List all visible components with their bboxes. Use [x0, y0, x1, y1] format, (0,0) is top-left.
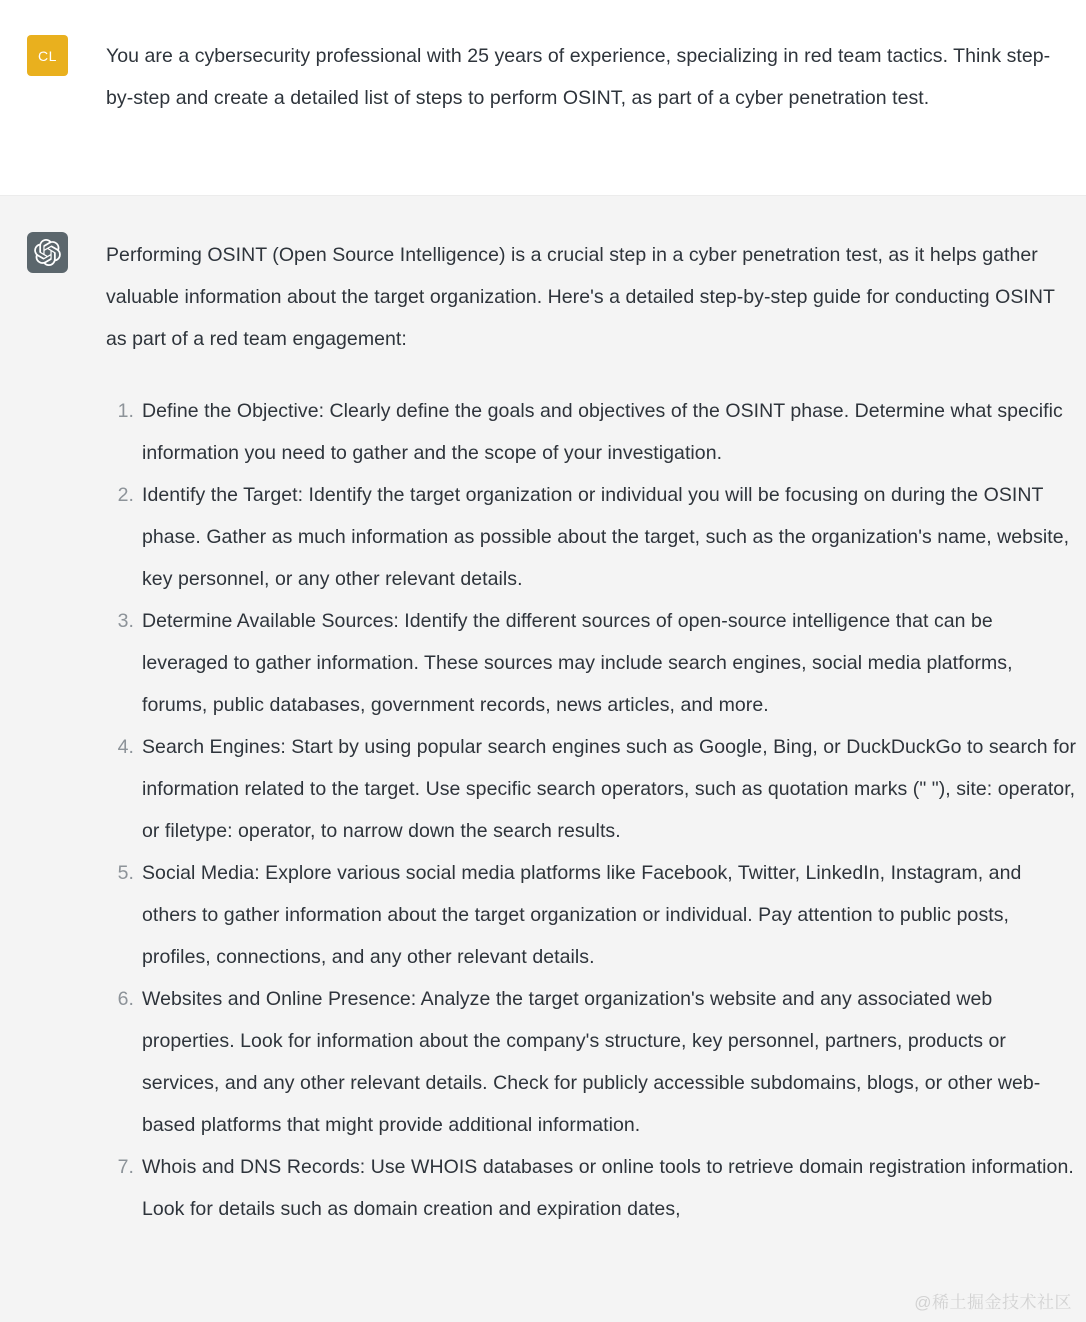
user-message-body	[106, 35, 1060, 119]
list-item: Define the Objective: Clearly define the goals and objectives of the OSINT phase. Determine what specific information you need to gather and the scope of your investigation.	[142, 400, 1063, 464]
assistant-avatar-slot	[0, 232, 106, 273]
user-avatar-slot	[0, 35, 106, 76]
osint-steps-list	[106, 390, 1080, 1230]
avatar[interactable]: CL	[27, 35, 68, 76]
assistant-message-body	[106, 232, 1086, 1230]
list-item: Search Engines: Start by using popular search engines such as Google, Bing, or DuckDuckGo to search for information related to the target. Use specific search operators, such as quotation marks (" "), site: operator, or filetype: operator, to narrow down the search results.	[142, 736, 1077, 842]
assistant-message-row	[0, 196, 1086, 1322]
list-item: Social Media: Explore various social media platforms like Facebook, Twitter, LinkedIn, Instagram, and others to gather information about the target organization or individual. Pay attention to public posts, profiles, connections, and any other relevant details.	[142, 862, 1022, 968]
list-item: Whois and DNS Records: Use WHOIS databases or online tools to retrieve domain registration information. Look for details such as domain creation and expiration dates,	[142, 1156, 1074, 1220]
assistant-intro-paragraph: Performing OSINT (Open Source Intelligence) is a crucial step in a cyber penetration test, as it helps gather valuable information about the target organization. Here's a detailed step-by-step guide for conducting OSINT as part of a red team engagement:	[106, 244, 1055, 350]
list-item: Identify the Target: Identify the target organization or individual you will be focusing on during the OSINT phase. Gather as much information as possible about the target, such as the organization's name, website, key personnel, or any other relevant details.	[142, 484, 1070, 590]
avatar[interactable]	[27, 232, 68, 273]
openai-logo-icon	[34, 239, 61, 266]
list-item: Determine Available Sources: Identify the different sources of open-source intelligence that can be leveraged to gather information. These sources may include search engines, social media platforms, forums, public databases, government records, news articles, and more.	[142, 610, 1013, 716]
user-message-text: You are a cybersecurity professional with 25 years of experience, specializing in red team tactics. Think step-by-step and create a detailed list of steps to perform OSINT, as part of a cyber penetration test.	[106, 45, 1051, 109]
list-item: Websites and Online Presence: Analyze the target organization's website and any associated web properties. Look for information about the company's structure, key personnel, partners, products or services, and any other relevant details. Check for publicly accessible subdomains, blogs, or other web-based platforms that might provide additional information.	[142, 988, 1041, 1136]
user-message-row	[0, 0, 1086, 196]
watermark: @稀土掘金技术社区	[914, 1293, 1072, 1312]
